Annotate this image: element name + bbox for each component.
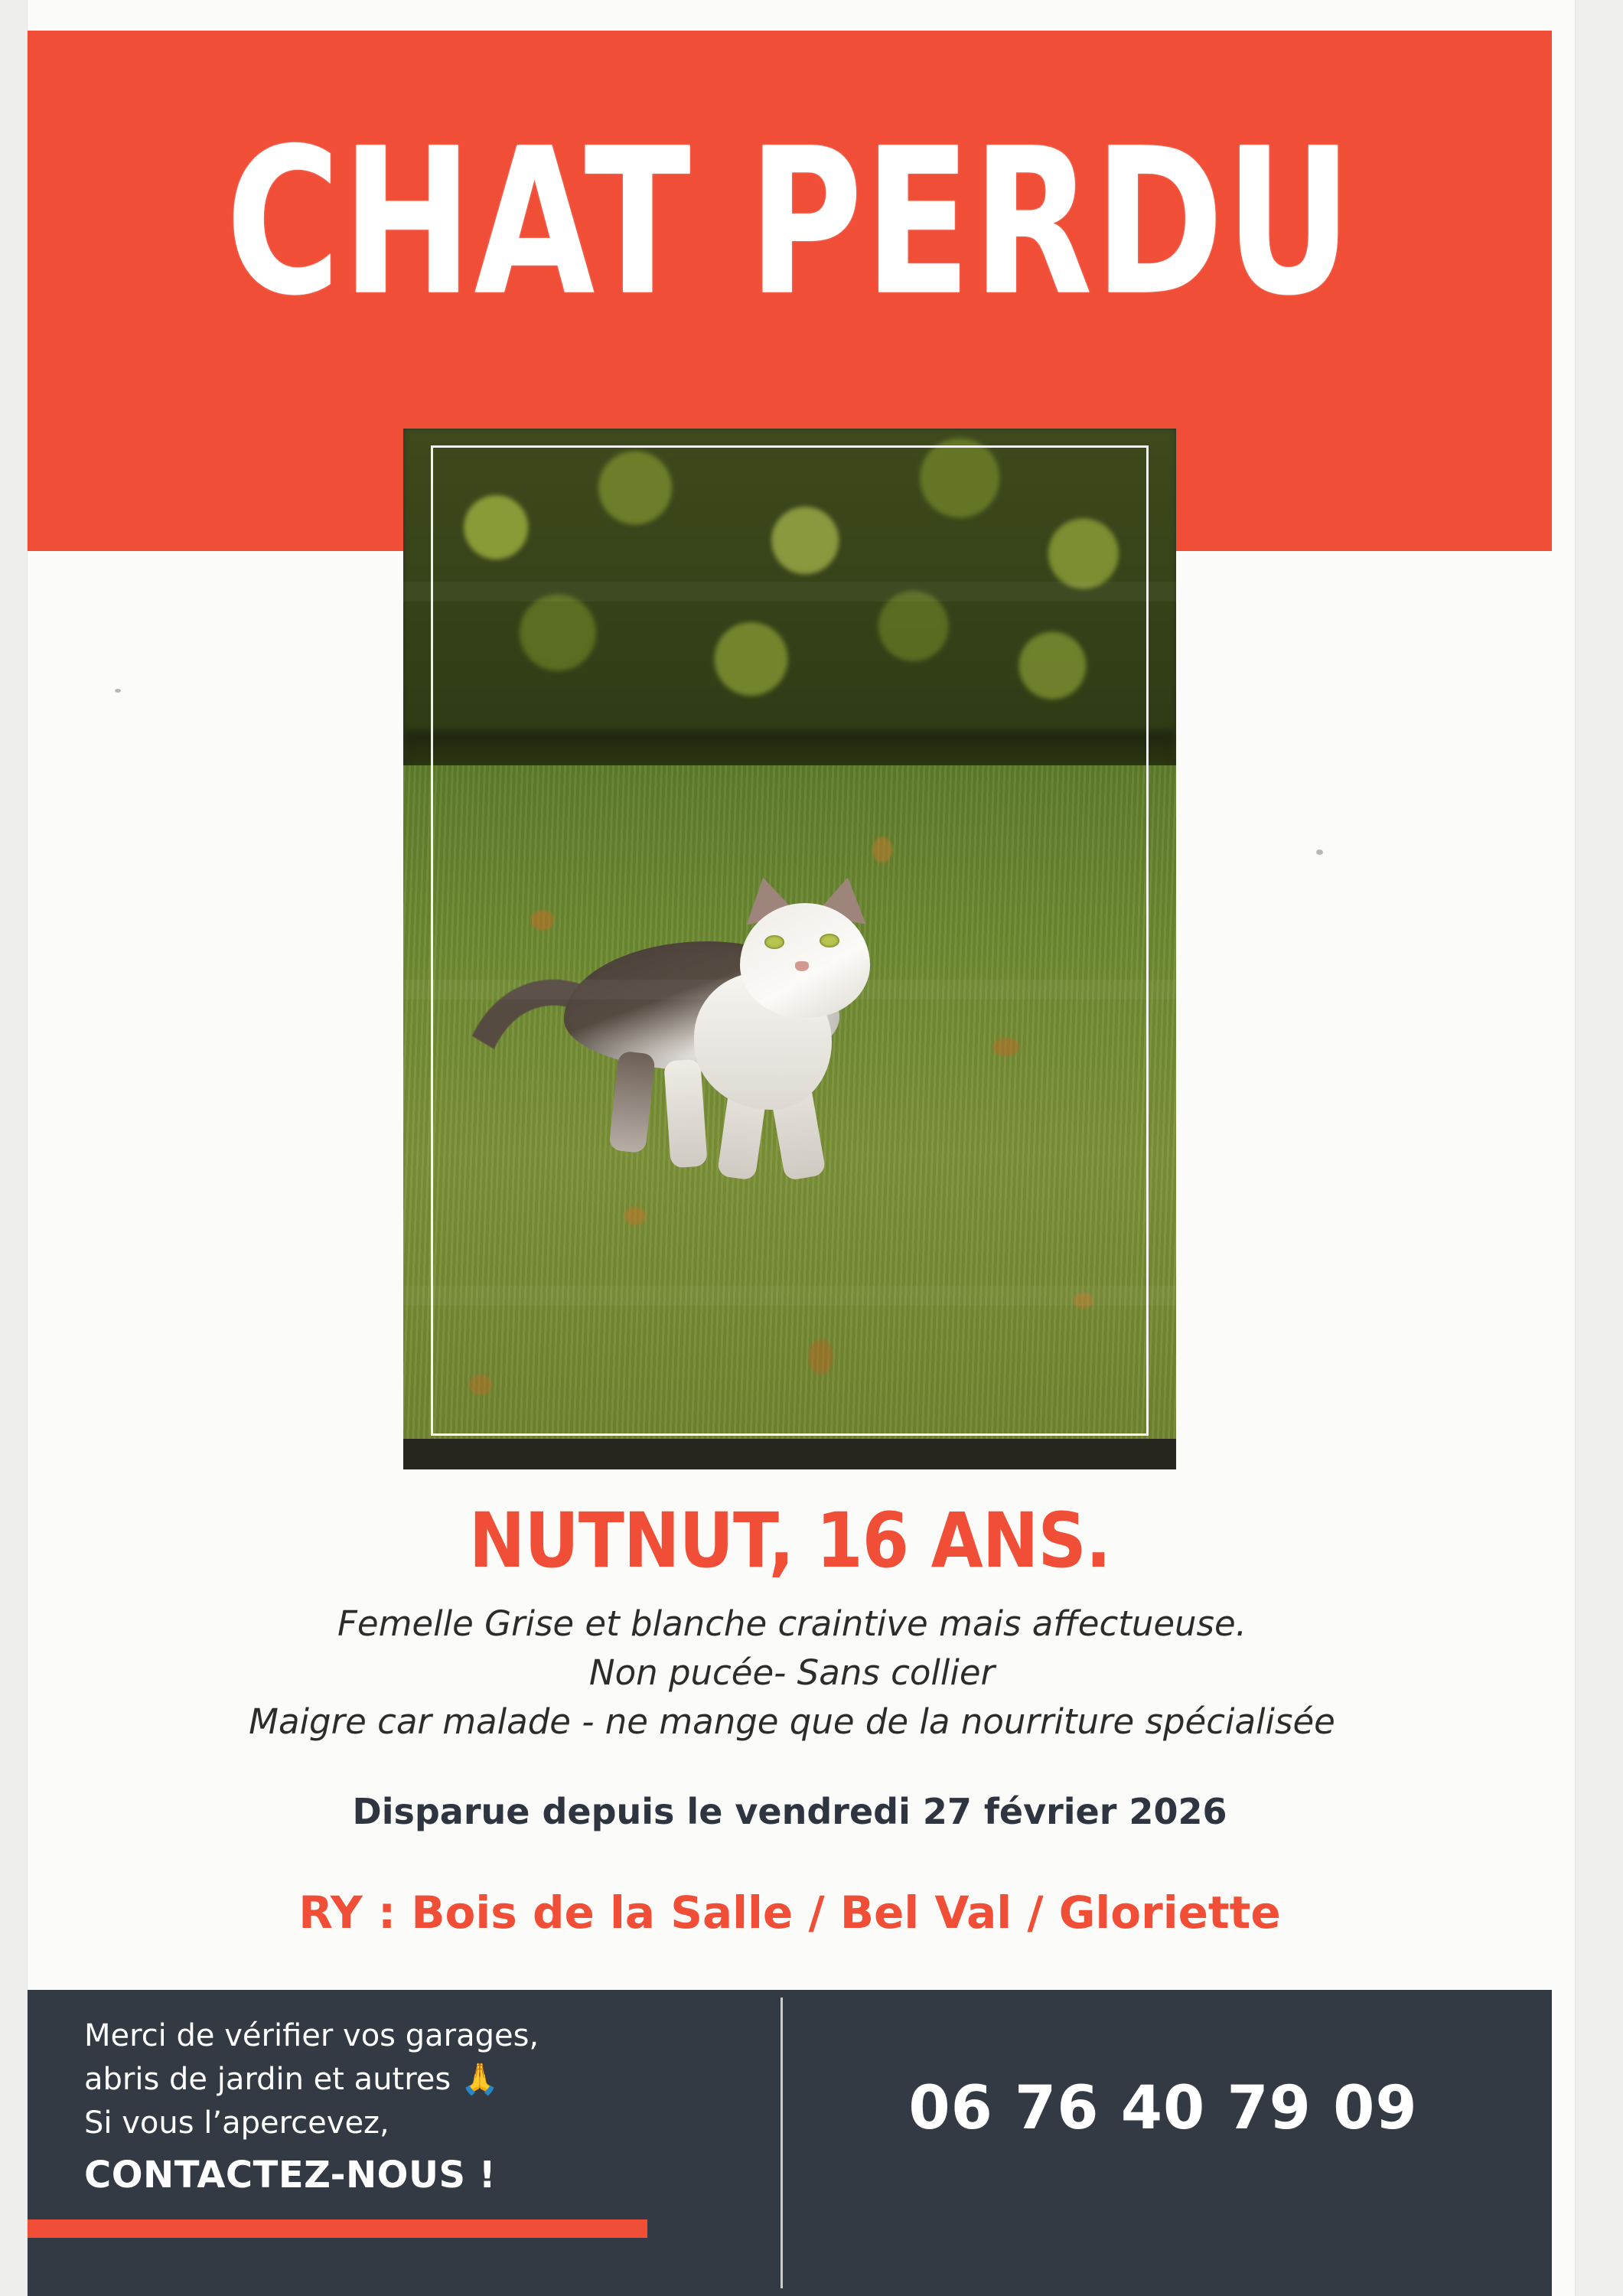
- description-line-1: Femelle Grise et blanche craintive mais affectueuse.: [337, 1603, 1247, 1644]
- pet-photo: [403, 429, 1176, 1469]
- scan-left-margin: [0, 0, 28, 2296]
- scan-right-margin: [1572, 0, 1623, 2296]
- contact-call-to-action: CONTACTEZ-NOUS !: [84, 2154, 497, 2197]
- scan-speck: [115, 689, 121, 693]
- pet-name: NUTNUT, 16 ANS.: [468, 1496, 1111, 1585]
- footer-divider: [781, 1998, 783, 2288]
- footer-line-1: Merci de vérifier vos garages,: [84, 2018, 539, 2053]
- phone-number[interactable]: 06 76 40 79 09: [908, 2074, 1418, 2143]
- page-title: CHAT PERDU: [225, 105, 1354, 341]
- description-line-3: Maigre car malade - ne mange que de la nourriture spécialisée: [249, 1701, 1335, 1742]
- description-line-2: Non pucée- Sans collier: [588, 1652, 996, 1693]
- footer-line-2: abris de jardin et autres 🙏: [84, 2061, 499, 2097]
- location: RY : Bois de la Salle / Bel Val / Gloriette: [298, 1887, 1281, 1939]
- photo-inner-border: [431, 445, 1149, 1436]
- missing-since: Disparue depuis le vendredi 27 février 2026: [352, 1791, 1227, 1832]
- scan-speck: [1316, 850, 1323, 855]
- footer-message: [84, 2014, 712, 2202]
- footer-line-3: Si vous l’apercevez,: [84, 2105, 389, 2141]
- footer-accent-bar: [28, 2219, 647, 2238]
- photo-bottom-strip: [403, 1439, 1176, 1469]
- pet-description: [84, 1600, 1500, 1746]
